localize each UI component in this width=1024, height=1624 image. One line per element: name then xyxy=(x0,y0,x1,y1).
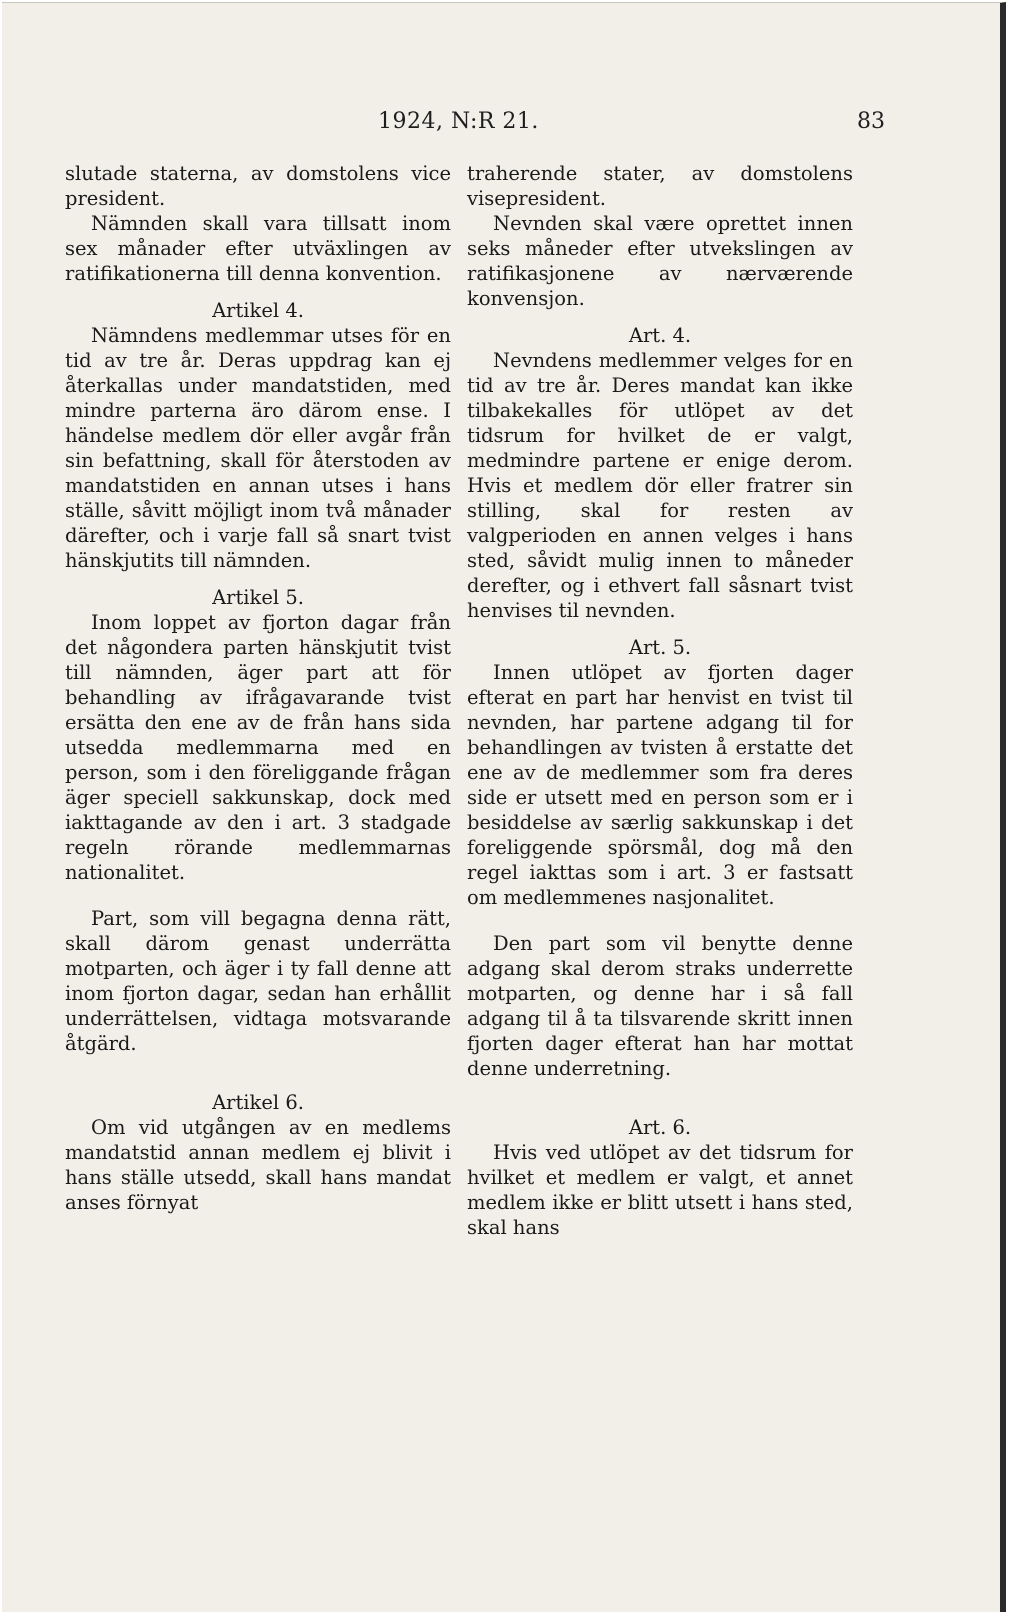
article-5-heading: Artikel 5. xyxy=(212,586,304,609)
article-4-heading: Artikel 4. xyxy=(212,299,304,322)
article-4-heading: Art. 4. xyxy=(628,324,692,347)
paragraph-tribunal-establishment: Nevnden skal være oprettet innen seks måneder efter utvekslingen av ratifikasjonene av nærværende konvensjon. xyxy=(467,212,853,310)
book-page xyxy=(2,2,1006,1612)
article-5-heading: Art. 5. xyxy=(628,636,692,659)
paragraph-continuation: traherende stater, av domstolens visepresident. xyxy=(467,162,853,210)
paragraph-article-5: Innen utlöpet av fjorten dager efterat en part har henvist en tvist til nevnden, har partene adgang til for behandlingen av tvisten å erstatte det ene av de medlemmer som fra deres side er utsett med en person som er i besiddelse av særlig sakkunskap i det foreliggende spörsmål, dog må den regel iakttas som i art. 3 er fastsatt om medlemmenes nasjonalitet. xyxy=(467,661,853,909)
paragraph-article-5-part-2: Part, som vill begagna denna rätt, skall därom genast underrätta motparten, och äger i ty fall denne att inom fjorton dagar, sedan han erhållit underrättelsen, vidtaga motsvarande åtgärd. xyxy=(65,907,451,1055)
paragraph-article-6: Om vid utgången av en medlems mandatstid annan medlem ej blivit i hans ställe utsedd, skall hans mandat anses förnyat xyxy=(65,1116,451,1214)
paragraph-article-5: Inom loppet av fjorton dagar från det någondera parten hänskjutit tvist till nämnden, äger part att för behandling av ifrågavarande tvist ersätta den ene av de från hans sida utsedda medlemmarna med en person, som i den föreliggande frågan äger speciell sakkunskap, dock med iakttagande av den i art. 3 stadgade regeln rörande medlemmarnas nationalitet. xyxy=(65,611,451,884)
paragraph-article-4: Nevndens medlemmer velges for en tid av tre år. Deres mandat kan ikke tilbakekalles för utlöpet av det tidsrum for hvilket de er valgt, medmindre partene er enige derom. Hvis et medlem dör eller fratrer sin stilling, skal for resten av valgperioden en annen velges i hans sted, såvidt mulig innen to måneder derefter, og i ethvert fall såsnart tvist henvises til nevnden. xyxy=(467,349,853,622)
paragraph-tribunal-establishment: Nämnden skall vara tillsatt inom sex månader efter utväxlingen av ratifikationerna till denna konvention. xyxy=(65,212,451,285)
paragraph-article-4: Nämndens medlemmar utses för en tid av tre år. Deras uppdrag kan ej återkallas under mandatstiden, med mindre parterna äro därom ense. I händelse medlem dör eller avgår från sin befattning, skall för återstoden av mandatstiden en annan utses i hans ställe, såvitt möjligt inom två månader därefter, och i varje fall så snart tvist hänskjutits till nämnden. xyxy=(65,324,451,572)
paragraph-continuation: slutade staterna, av domstolens vice president. xyxy=(65,162,451,210)
article-6-heading: Art. 6. xyxy=(628,1116,692,1139)
paragraph-article-5-part-2: Den part som vil benytte denne adgang skal derom straks underrette motparten, og denne har i så fall adgang til å ta tilsvarende skritt innen fjorten dager efterat han har mottat denne underretning. xyxy=(467,932,853,1080)
article-6-heading: Artikel 6. xyxy=(212,1091,304,1114)
swedish-column xyxy=(65,161,451,1215)
norwegian-column xyxy=(467,161,853,1240)
page-number: 83 xyxy=(857,109,885,134)
running-title: 1924, N:R 21. xyxy=(378,109,539,134)
paragraph-article-6: Hvis ved utlöpet av det tidsrum for hvilket et medlem er valgt, et annet medlem ikke er blitt utsett i hans sted, skal hans xyxy=(467,1141,853,1239)
